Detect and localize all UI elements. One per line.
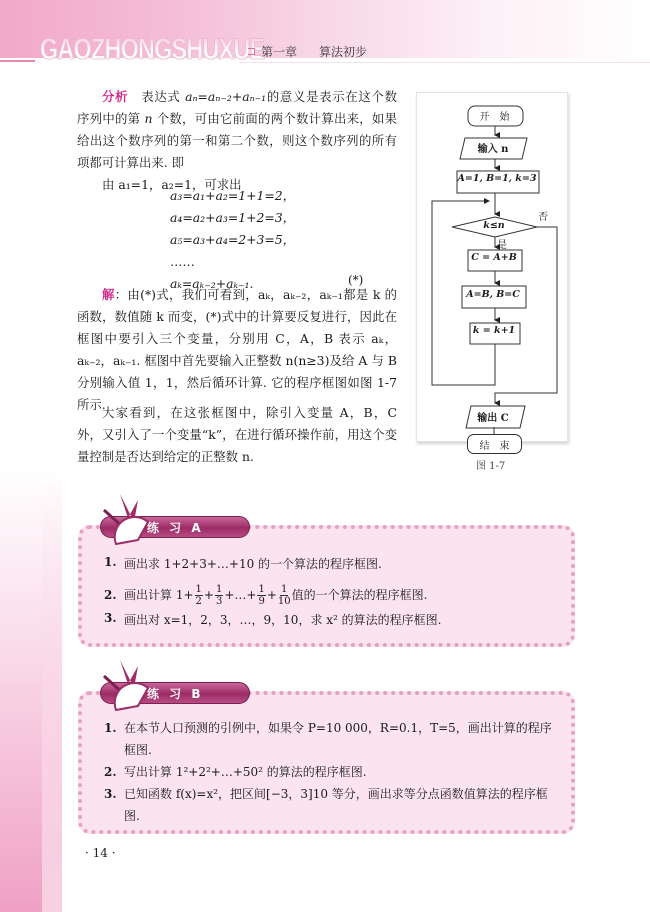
flowchart-step-sum: C = A+B [471, 252, 517, 263]
brand-wordmark: GAOZHONGSHUXUE [40, 33, 265, 66]
given-line: 由 a₁=1，a₂=1，可求出 [102, 177, 242, 192]
solution-label: 解 [102, 287, 115, 302]
flowchart-step-shift: A=B, B=C [466, 289, 520, 300]
header-rule-right [240, 62, 650, 63]
flowchart-end: 结 束 [467, 434, 522, 454]
flowchart-start: 开 始 [479, 112, 510, 123]
equation-tag: (*) [348, 273, 364, 287]
exercise-item: 2. 写出计算 1²+2²+…+50² 的算法的程序框图. [104, 765, 367, 779]
flowchart-step-increment: k = k+1 [472, 325, 516, 336]
flowchart-end-shape [416, 92, 568, 442]
chapter-heading [248, 43, 367, 60]
flowchart-no-label: 否 [538, 212, 548, 223]
exercise-b-list [104, 717, 557, 827]
fraction: $\frac{1}{3}$ [215, 583, 223, 607]
exercise-a-badge: 练 习 A [100, 516, 250, 538]
exercise-b-badge: 练 习 B [100, 682, 250, 704]
left-margin-gradient-light [42, 470, 62, 912]
exercise-item: 1. 画出求 1+2+3+…+10 的一个算法的程序框图. [104, 555, 382, 571]
protractor-compass-icon [98, 658, 158, 713]
header-rule [0, 60, 35, 62]
exercise-a-list [104, 555, 557, 635]
equation: a₅=a₃+a₄=2+3=5， [170, 232, 296, 247]
summary-paragraph: 大家看到，在这张框图中，除引入变量 A，B，C 外，又引入了一个变量“k”，在进行循环操作前，用这个变量控制是否达到给定的正整数 n. [77, 405, 397, 464]
exercise-item: 2. 画出计算 1+ $\frac{1}{2}$ + $\frac{1}{3}$ +…+ $\frac{1}{9}$ + $\frac{1}{10}$ 值的一个算法的程序框图. [104, 583, 428, 607]
analysis-paragraph: 分析 表达式 aₙ=aₙ₋₂+aₙ₋₁的意义是表示在这个数序列中的第 n 个数，可由它前面的两个数计算出来，如果给出这个数序列的第一和第二个数，则这个数序列的所有项都可计算出来. 即 [77, 89, 397, 170]
flowchart-yes-label: 是 [497, 240, 507, 251]
chapter-title: 算法初步 [319, 45, 368, 59]
page-number: · 14 · [85, 846, 116, 860]
bracket-icon [248, 48, 255, 55]
fraction: $\frac{1}{10}$ [277, 583, 291, 607]
flowchart-output: 输出 C [477, 413, 509, 424]
flowchart-input: 输入 n [477, 144, 509, 155]
analysis-label: 分析 [102, 89, 129, 104]
chapter-number: 第一章 [261, 45, 298, 59]
exercise-item: 1. 在本节人口预测的引例中，如果令 P=10 000，R=0.1，T=5，画出计算的程序框图. [104, 721, 552, 757]
solution-paragraph: 解：由(*)式，我们可看到，aₖ，aₖ₋₂，aₖ₋₁都是 k 的函数，数值随 k 而变，(*)式中的计算要反复进行，因此在框图中要引入三个变量，分别用 C，A，B 表示 aₖ，aₖ₋₂，aₖ₋₁. 框图中首先要输入正整数 n(n≥3)及给 A 与 B 分别输入值 1，1，然后循环计算. 它的程序框图如图 1-7 所示. [77, 287, 398, 412]
recurrence-formula: aₙ=aₙ₋₂+aₙ₋₁ [185, 89, 267, 104]
equation: a₃=a₁+a₂=1+1=2， [170, 188, 296, 203]
protractor-compass-icon [98, 492, 158, 547]
flowchart-init: A=1, B=1, k=3 [457, 173, 537, 184]
equation: aₖ=aₖ₋₂+aₖ₋₁. [170, 276, 254, 291]
fraction: $\frac{1}{2}$ [195, 583, 202, 607]
flowchart-condition: k≤n [483, 220, 505, 231]
figure-caption: 图 1-7 [476, 461, 506, 472]
exercise-item: 3. 画出对 x=1，2，3，…，9，10，求 x² 的算法的程序框图. [104, 611, 442, 627]
equation-ellipsis: …… [170, 254, 195, 269]
equation: a₄=a₂+a₃=1+2=3， [170, 210, 296, 225]
fraction: $\frac{1}{9}$ [258, 583, 265, 607]
equation-list [170, 185, 295, 295]
exercise-item: 3. 已知函数 f(x)=x²，把区间[−3，3]10 等分，画出求等分点函数值算法的程序框图. [104, 787, 548, 823]
